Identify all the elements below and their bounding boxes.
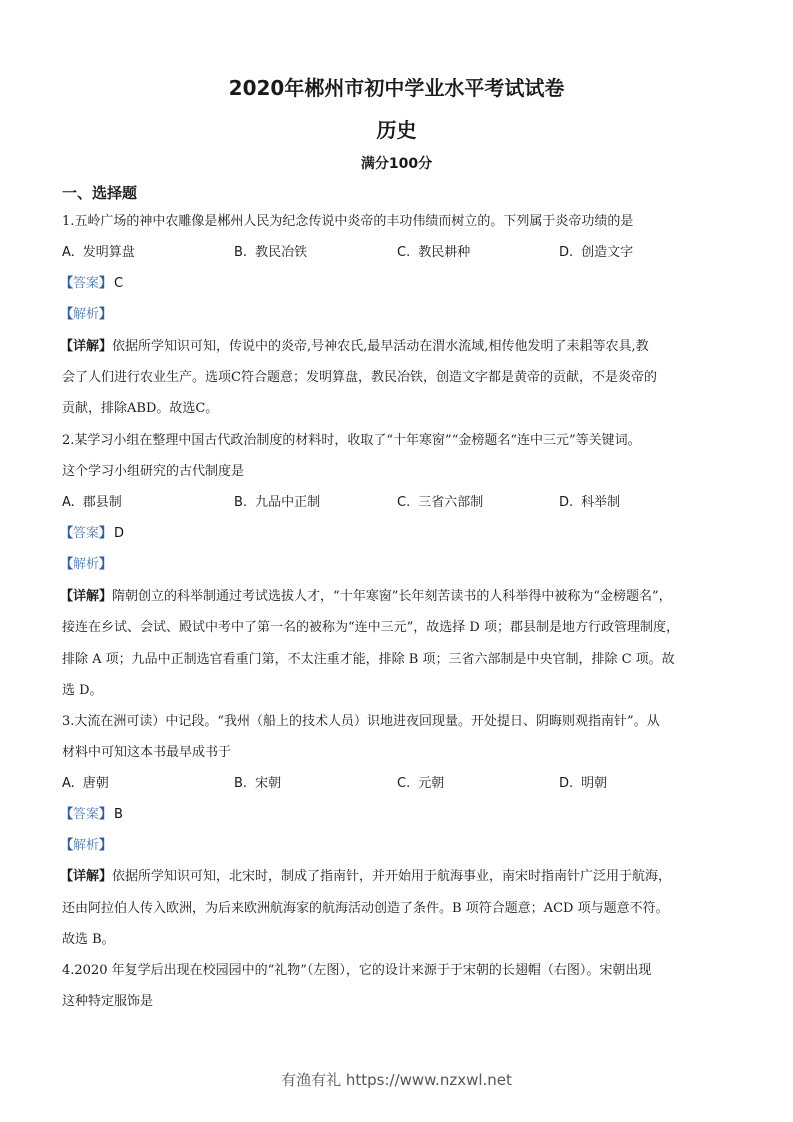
- footer-watermark: 有渔有礼 https://www.nzxwl.net: [281, 1071, 512, 1089]
- q3-option-c: C. 元朝: [397, 776, 445, 791]
- q1-option-b: B. 教民冶铁: [234, 245, 308, 260]
- q2-answer: 【答案】 D: [60, 526, 125, 541]
- q3-answer: 【答案】 B: [60, 807, 123, 822]
- q3-stem-line-2: 材料中可知这本书最早成书于: [62, 745, 232, 760]
- q3-option-a: A. 唐朝: [62, 776, 109, 791]
- q4-stem-line-2: 这种特定服饰是: [62, 994, 154, 1009]
- q4-stem-line-1: 4.2020 年复学后出现在校园园中的“礼物”（左图），它的设计来源于于宋朝的长翅帽（右图）。宋朝出现: [62, 963, 652, 978]
- q1-option-c: C. 教民耕种: [397, 245, 471, 260]
- q3-detail-line-2: 还由阿拉伯人传入欧洲，为后来欧洲航海家的航海活动创造了条件。B 项符合题意；ACD 项与题意不符。: [62, 901, 669, 916]
- q3-detail-line-1: 【详解】依据所学知识可知，北宋时，制成了指南针，并开始用于航海事业，南宋时指南针广泛用于航海，: [60, 869, 672, 884]
- q1-stem: 1.五岭广场的神中农雕像是郴州人民为纪念传说中炎帝的丰功伟绩而树立的。下列属于炎帝功绩的是: [62, 214, 634, 229]
- q2-option-b: B. 九品中正制: [234, 495, 321, 510]
- q2-detail-line-4: 选 D。: [62, 683, 103, 698]
- q1-detail-line-3: 贡献，排除ABD。故选C。: [62, 401, 219, 416]
- section-heading: 一、选择题: [62, 184, 138, 202]
- q1-detail-line-1: 【详解】依据所学知识可知，传说中的炎帝,号神农氏,最早活动在渭水流域,相传他发明了耒耜等农具,教: [60, 339, 649, 354]
- q3-analysis-label: 【解析】: [60, 838, 113, 853]
- q2-option-a: A. 郡县制: [62, 495, 122, 510]
- q1-option-a: A. 发明算盘: [62, 245, 135, 260]
- q3-stem-line-1: 3.大流在洲可读）中记段。“我州（船上的技术人员）识地进夜回现量。开处提日、阴晦则观指南针”。从: [62, 714, 660, 729]
- q3-detail-line-3: 故选 B。: [62, 932, 115, 947]
- q2-analysis-label: 【解析】: [60, 557, 113, 572]
- q2-option-c: C. 三省六部制: [397, 495, 484, 510]
- q2-option-d: D. 科举制: [559, 495, 621, 510]
- q2-detail-line-3: 排除 A 项；九品中正制选官看重门第，不太注重才能，排除 B 项；三省六部制是中央官制，排除 C 项。故: [62, 652, 675, 667]
- q1-option-d: D. 创造文字: [559, 245, 634, 260]
- answer-label: 【答案】: [60, 276, 113, 291]
- q1-answer: 【答案】 C: [60, 276, 124, 291]
- q2-stem-line-2: 这个学习小组研究的古代制度是: [62, 464, 245, 479]
- q1-analysis-label: 【解析】: [60, 307, 113, 322]
- subject-title: 历史: [376, 118, 417, 142]
- q2-detail-line-1: 【详解】隋朝创立的科举制通过考试选拔人才，“十年寒窗”长年刻苦读书的人科举得中被称为“金榜题名”，: [60, 589, 672, 604]
- q3-option-b: B. 宋朝: [234, 776, 282, 791]
- q3-option-d: D. 明朝: [559, 776, 608, 791]
- document-title: 2020年郴州市初中学业水平考试试卷: [228, 76, 565, 100]
- q1-detail-line-2: 会了人们进行农业生产。选项C符合题意；发明算盘，教民冶铁，创造文字都是黄帝的贡献，不是炎帝的: [62, 370, 657, 385]
- q2-detail-line-2: 接连在乡试、会试、殿试中考中了第一名的被称为“连中三元”，故选择 D 项；郡县制是地方行政管理制度，: [62, 620, 679, 635]
- full-score: 满分100分: [360, 156, 433, 172]
- q2-stem-line-1: 2.某学习小组在整理中国古代政治制度的材料时，收取了“十年寒窗”“金榜题名“连中三元”等关键词。: [62, 433, 641, 448]
